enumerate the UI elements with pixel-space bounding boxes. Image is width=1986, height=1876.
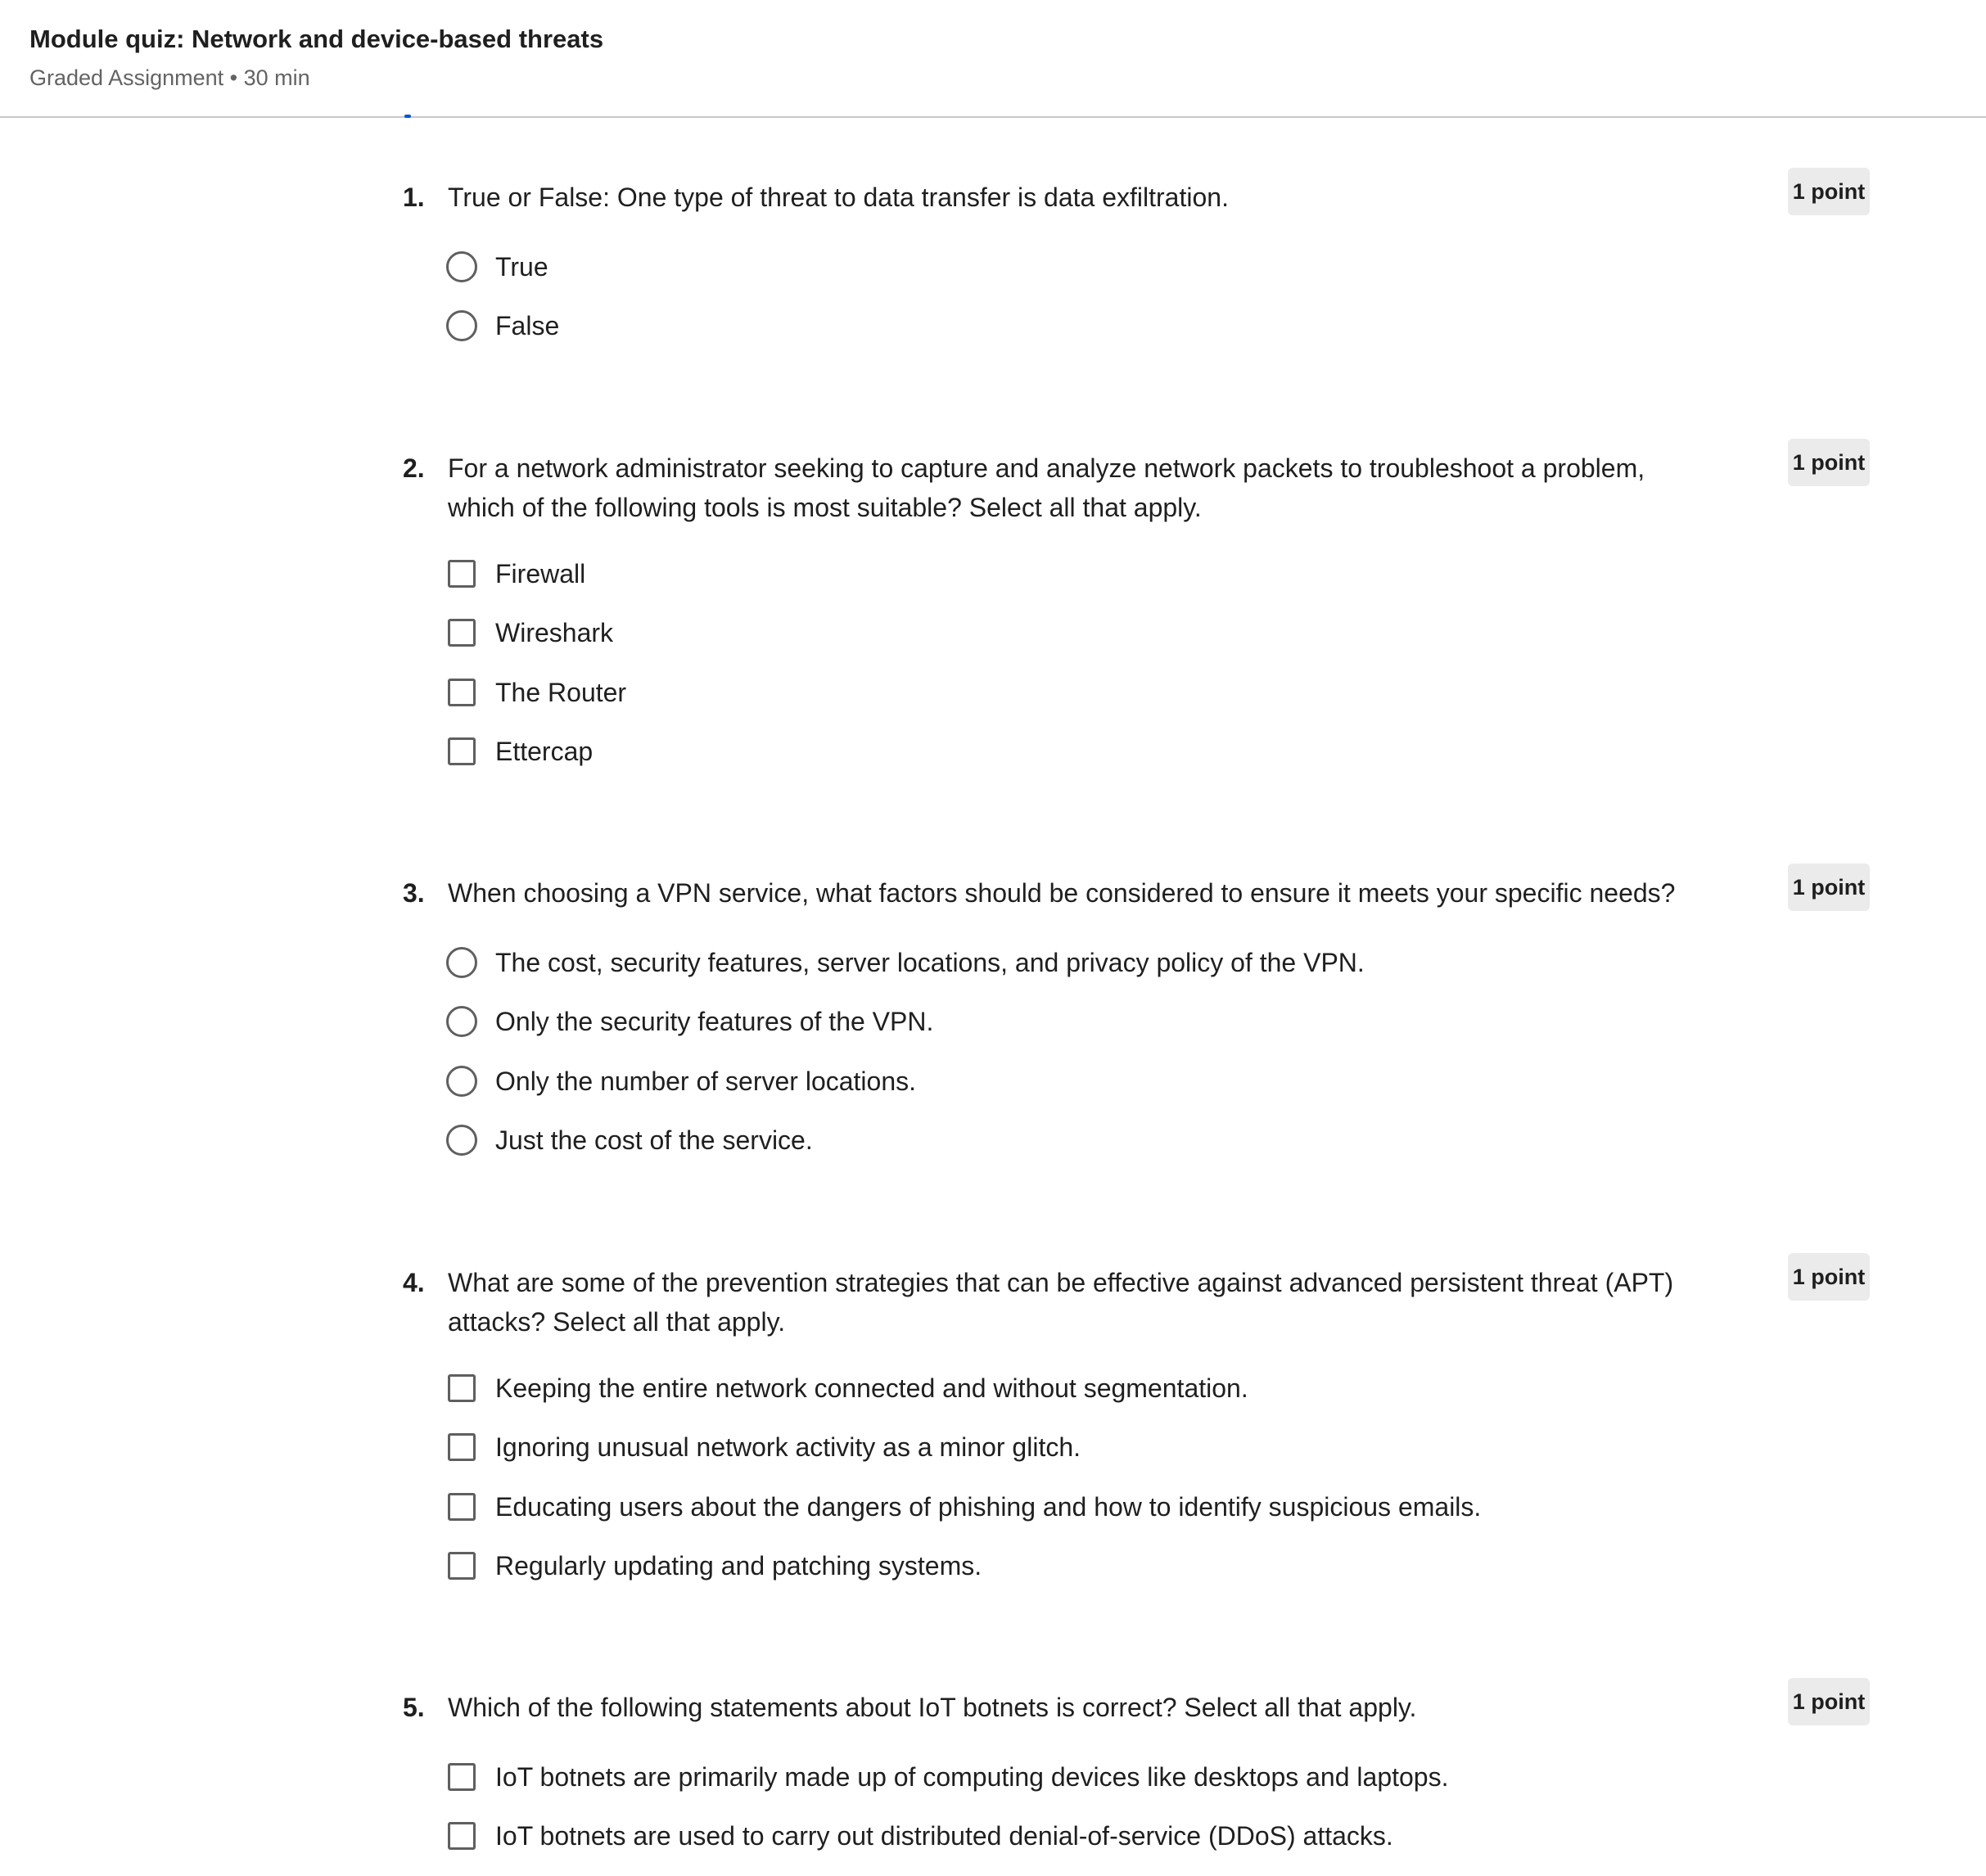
radio-button[interactable] <box>446 1125 477 1156</box>
question-number: 2. <box>403 453 425 483</box>
answer-option-radio[interactable] <box>446 943 1756 982</box>
radio-button[interactable] <box>446 947 477 978</box>
option-label: IoT botnets are used to carry out distributed denial-of-service (DDoS) attacks. <box>495 1821 1393 1851</box>
option-label: Just the cost of the service. <box>495 1125 813 1155</box>
radio-button[interactable] <box>446 310 477 341</box>
question-text: True or False: One type of threat to data transfer is data exfiltration. <box>448 183 1229 212</box>
question-text: Which of the following statements about IoT botnets is correct? Select all that apply. <box>448 1693 1417 1722</box>
answer-option-checkbox[interactable] <box>446 1546 1756 1585</box>
question-number: 3. <box>403 878 425 908</box>
radio-button[interactable] <box>446 251 477 282</box>
option-label: The cost, security features, server locations, and privacy policy of the VPN. <box>495 948 1365 977</box>
answer-option-radio[interactable] <box>446 1002 1756 1041</box>
answer-option-checkbox[interactable] <box>446 1816 1756 1856</box>
answer-option-checkbox[interactable] <box>446 732 1756 771</box>
option-label: Only the security features of the VPN. <box>495 1007 934 1036</box>
focus-indicator <box>404 115 411 118</box>
checkbox[interactable] <box>448 1374 476 1402</box>
answer-option-checkbox[interactable] <box>446 554 1756 593</box>
option-label: Ettercap <box>495 737 594 766</box>
checkbox[interactable] <box>448 737 476 765</box>
option-label: IoT botnets are primarily made up of computing devices like desktops and laptops. <box>495 1762 1449 1792</box>
answer-option-radio[interactable] <box>446 247 1756 286</box>
points-badge: 1 point <box>1788 1253 1870 1301</box>
answer-option-checkbox[interactable] <box>446 1487 1756 1527</box>
page-subtitle: Graded Assignment • 30 min <box>29 65 310 90</box>
answer-option-radio[interactable] <box>446 1062 1756 1101</box>
points-badge: 1 point <box>1788 1678 1870 1725</box>
option-label: Firewall <box>495 559 586 589</box>
points-badge: 1 point <box>1788 864 1870 911</box>
page-title: Module quiz: Network and device-based threats <box>29 25 604 53</box>
checkbox[interactable] <box>448 619 476 647</box>
checkbox[interactable] <box>448 1433 476 1461</box>
question-text: For a network administrator seeking to capture and analyze network packets to troubleshoot a problem, which of the following tools is most suitable? Select all that apply. <box>448 453 1645 522</box>
option-label: Ignoring unusual network activity as a minor glitch. <box>495 1432 1081 1462</box>
question-text: What are some of the prevention strategies that can be effective against advanced persistent threat (APT) attacks? Select all that apply. <box>448 1268 1674 1337</box>
option-label: Keeping the entire network connected and without segmentation. <box>495 1373 1248 1403</box>
option-label: True <box>495 252 548 282</box>
quiz-header <box>0 0 1986 118</box>
radio-button[interactable] <box>446 1006 477 1037</box>
checkbox[interactable] <box>448 1822 476 1850</box>
option-label: False <box>495 311 560 340</box>
option-label: Regularly updating and patching systems. <box>495 1551 982 1581</box>
checkbox[interactable] <box>448 560 476 588</box>
points-badge: 1 point <box>1788 168 1870 215</box>
option-label: The Router <box>495 678 627 707</box>
radio-button[interactable] <box>446 1066 477 1097</box>
answer-option-checkbox[interactable] <box>446 673 1756 712</box>
checkbox[interactable] <box>448 1552 476 1580</box>
checkbox[interactable] <box>448 1493 476 1521</box>
question-number: 5. <box>403 1693 425 1722</box>
answer-option-checkbox[interactable] <box>446 1757 1756 1797</box>
checkbox[interactable] <box>448 1763 476 1791</box>
option-label: Only the number of server locations. <box>495 1067 917 1096</box>
option-label: Wireshark <box>495 618 614 647</box>
option-label: Educating users about the dangers of phishing and how to identify suspicious emails. <box>495 1492 1482 1522</box>
answer-option-checkbox[interactable] <box>446 1427 1756 1467</box>
question-text: When choosing a VPN service, what factors should be considered to ensure it meets your specific needs? <box>448 878 1676 908</box>
answer-option-radio[interactable] <box>446 306 1756 345</box>
checkbox[interactable] <box>448 679 476 706</box>
question-number: 1. <box>403 183 425 212</box>
points-badge: 1 point <box>1788 439 1870 486</box>
answer-option-radio[interactable] <box>446 1121 1756 1160</box>
answer-option-checkbox[interactable] <box>446 1369 1756 1408</box>
answer-option-checkbox[interactable] <box>446 613 1756 652</box>
question-number: 4. <box>403 1268 425 1297</box>
